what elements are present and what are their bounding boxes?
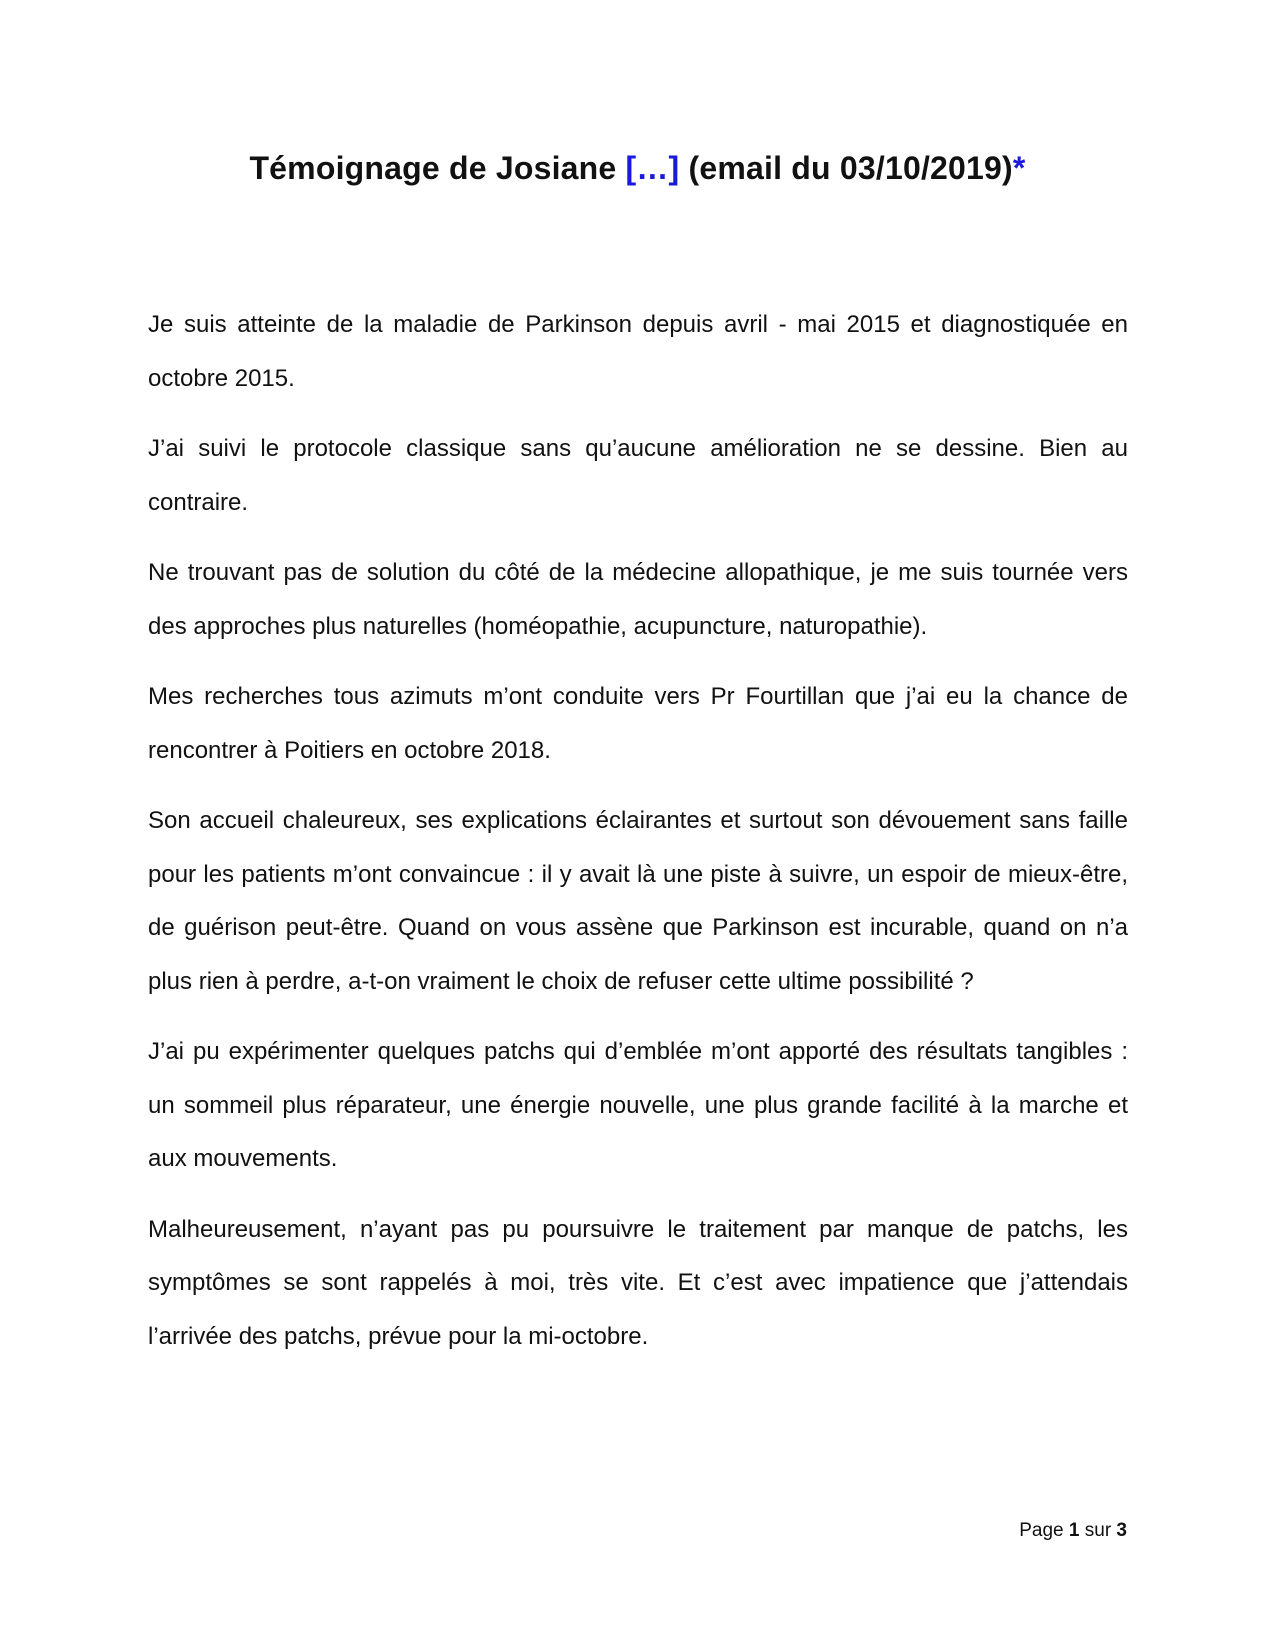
paragraph-5: Son accueil chaleureux, ses explications éclairantes et surtout son dévouement sans faille pour les patients m’ont convaincue : il y avait là une piste à suivre, un espoir de mieux-être, de guérison peut-être. Quand on vous assène que Parkinson est incurable, quand on n’a plus rien à perdre, a-t-on vraiment le choix de refuser cette ultime possibilité ? — [148, 807, 1128, 995]
page-number-footer — [1019, 1520, 1127, 1542]
page-current: 1 — [1068, 1520, 1080, 1541]
paragraph-6: J’ai pu expérimenter quelques patchs qui d’emblée m’ont apporté des résultats tangibles : un sommeil plus réparateur, une énergie nouvelle, une plus grande facilité à la marche et aux mouvements. — [148, 1038, 1128, 1172]
paragraph-2: J’ai suivi le protocole classique sans qu’aucune amélioration ne se dessine. Bien au contraire. — [148, 435, 1128, 516]
title-ellipsis: […] — [625, 150, 680, 186]
paragraph-3: Ne trouvant pas de solution du côté de la médecine allopathique, je me suis tournée vers des approches plus naturelles (homéopathie, acupuncture, naturopathie). — [148, 559, 1128, 640]
of-label: sur — [1079, 1520, 1117, 1541]
paragraph-4: Mes recherches tous azimuts m’ont conduite vers Pr Fourtillan que j’ai eu la chance de rencontrer à Poitiers en octobre 2018. — [148, 683, 1128, 764]
title-asterisk: * — [1012, 150, 1026, 186]
page-total: 3 — [1116, 1520, 1127, 1541]
document-body — [148, 298, 1128, 1380]
paragraph-1: Je suis atteinte de la maladie de Parkinson depuis avril - mai 2015 et diagnostiquée en octobre 2015. — [148, 311, 1128, 392]
paragraph-7: Malheureusement, n’ayant pas pu poursuivre le traitement par manque de patchs, les symptômes se sont rappelés à moi, très vite. Et c’est avec impatience que j’attendais l’arrivée des patchs, prévue pour la mi-octobre. — [148, 1215, 1128, 1350]
page-label: Page — [1019, 1520, 1069, 1541]
title-prefix: Témoignage de Josiane — [249, 150, 626, 186]
title-suffix: (email du 03/10/2019) — [679, 150, 1013, 186]
document-title — [0, 150, 1275, 187]
